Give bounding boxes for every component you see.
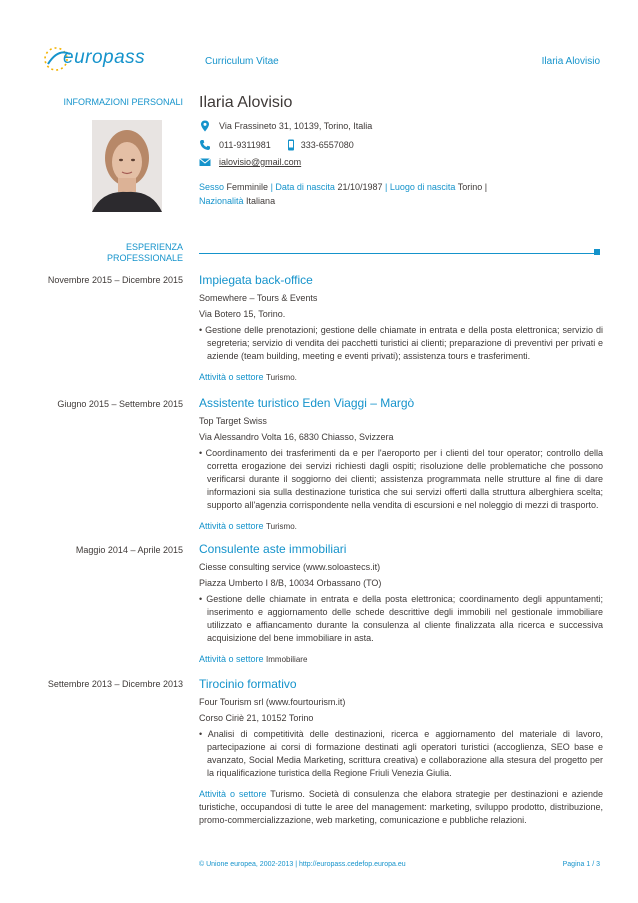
- job-sector-value: Turismo.: [266, 373, 297, 382]
- footer-copyright: © Unione europea, 2002-2013 | http://europass.cedefop.europa.eu: [199, 861, 406, 868]
- job-sector-label: Attività o settore: [199, 789, 267, 799]
- job-address: Via Alessandro Volta 16, 6830 Chiasso, Svizzera: [199, 432, 394, 442]
- job-title: Impiegata back-office: [199, 273, 313, 287]
- birthplace-label: Luogo di nascita: [389, 182, 456, 192]
- phone-icon: [199, 139, 211, 151]
- job-employer: Ciesse consulting service (www.soloastecs.it): [199, 562, 381, 572]
- birth-value: 21/10/1987: [337, 182, 383, 192]
- job-description: • Coordinamento dei trasferimenti da e per l'aeroporto per i clienti del tour operator; controllo della corretta erogazione dei servizi richiesti dagli ospiti; risoluzione delle problematiche che possono verificarsi durante il soggiorno dei clienti; assistenza programmata nelle strutture al fine di dare informazioni sia sulla destinazione turistica che sui servizi offerti dalla struttura alberghiera scelta; supporto all'agenzia corrispondente nella vendita di escursioni e nel noleggio di mezzi di trasporto.: [199, 448, 603, 510]
- nationality-value: Italiana: [246, 196, 276, 206]
- job-date: Giugno 2015 – Settembre 2015: [57, 399, 183, 409]
- job-sector-label: Attività o settore: [199, 654, 264, 664]
- document-title: Curriculum Vitae: [205, 56, 279, 67]
- profile-photo: [92, 120, 162, 212]
- mobile-phone-icon: [285, 139, 297, 151]
- job-sector: [199, 653, 603, 666]
- job-title: Consulente aste immobiliari: [199, 542, 347, 556]
- job-employer: Somewhere – Tours & Events: [199, 293, 318, 303]
- contact-address-row: [199, 120, 372, 132]
- job-entry: [199, 677, 603, 827]
- job-description: • Gestione delle prenotazioni; gestione delle chiamate in entrata e della posta elettronica; servizio di segreteria; servizio di vendita dei pacchetti turistici ai clienti; preparazione di preventivi per privati e aziende (team building, meeting e eventi privati); assistenza tours e trasferimenti.: [199, 325, 603, 361]
- person-name: Ilaria Alovisio: [199, 94, 293, 111]
- job-address: Via Botero 15, Torino.: [199, 309, 286, 319]
- job-address: Piazza Umberto I 8/B, 10034 Orbassano (TO): [199, 578, 382, 588]
- job-sector-value: Turismo. Società di consulenza che elabora strategie per destinazioni e aziende turistiche, occupandosi di tutte le aree del management: marketing, sviluppo prodotto, distribuzione, promo-commercializzazione, web marketing, comunicazione e pubbliche relazioni.: [199, 789, 604, 825]
- job-employer: Top Target Swiss: [199, 416, 267, 426]
- birth-label: Data di nascita: [275, 182, 335, 192]
- footer-page-number: Pagina 1 / 3: [562, 861, 600, 868]
- address-text: Via Frassineto 31, 10139, Torino, Italia: [219, 121, 373, 131]
- section-personal-info: INFORMAZIONI PERSONALI: [63, 97, 183, 107]
- job-employer: Four Tourism srl (www.fourtourism.it): [199, 697, 346, 707]
- logo-wordmark: europass: [63, 47, 146, 68]
- job-address: Corso Ciriè 21, 10152 Torino: [199, 713, 314, 723]
- job-sector: [199, 520, 603, 533]
- job-sector-value: Immobiliare: [266, 655, 308, 664]
- job-entry: [199, 542, 603, 666]
- location-pin-icon: [199, 120, 211, 132]
- mobile-text: 333-6557080: [300, 140, 354, 150]
- sex-label: Sesso: [199, 182, 225, 192]
- email-link[interactable]: ialovisio@gmail.com: [219, 157, 302, 167]
- job-sector-label: Attività o settore: [199, 521, 264, 531]
- contact-email-row: [199, 156, 301, 168]
- job-sector-label: Attività o settore: [199, 372, 264, 382]
- job-date: Settembre 2013 – Dicembre 2013: [47, 679, 183, 689]
- section-experience-line2: PROFESSIONALE: [106, 253, 183, 263]
- job-sector-value: Turismo.: [266, 522, 297, 531]
- job-title: Assistente turistico Eden Viaggi – Margò: [199, 396, 415, 410]
- email-envelope-icon: [199, 156, 211, 168]
- job-date: Novembre 2015 – Dicembre 2015: [47, 275, 183, 285]
- job-entry: [199, 273, 603, 384]
- personal-details: Sesso Femminile | Data di nascita 21/10/1987 | Luogo di nascita Torino | Nazionalità Italiana: [199, 182, 488, 206]
- section-divider: [199, 253, 597, 254]
- section-divider-marker: [594, 249, 600, 255]
- section-experience: [20, 242, 183, 264]
- job-date: Maggio 2014 – Aprile 2015: [75, 545, 183, 555]
- nationality-label: Nazionalità: [199, 196, 244, 206]
- phone-text: 011-9311981: [219, 140, 271, 150]
- job-title: Tirocinio formativo: [199, 677, 297, 691]
- contact-phone-row: [199, 139, 354, 151]
- birthplace-value: Torino: [457, 182, 483, 192]
- job-description: • Gestione delle chiamate in entrata e della posta elettronica; coordinamento degli appuntamenti; inserimento e aggiornamento delle schede descrittive degli immobili nel gestionale immobiliare utilizzato e affiancamento durante la consulenza al cliente finalizzata alla ricerca e successiva acquisizione del bene immobiliare in asta.: [199, 594, 603, 643]
- job-sector: [199, 788, 603, 827]
- sex-value: Femminile: [226, 182, 269, 192]
- job-description: • Analisi di competitività delle destinazioni, ricerca e aggiornamento del materiale di lavoro, partecipazione ai corsi di formazione destinati agli operatori turistici (accoglienza, SEO base e avanzato, Social Media Marketing, scrittura creativa) e collaborazione alla stesura del progetto per la riqualificazione turistica della Regione Friuli Venezia Giulia.: [199, 729, 603, 778]
- job-sector: [199, 371, 603, 384]
- header-person-name: Ilaria Alovisio: [541, 56, 600, 67]
- section-experience-line1: ESPERIENZA: [125, 242, 183, 252]
- job-entry: [199, 396, 603, 533]
